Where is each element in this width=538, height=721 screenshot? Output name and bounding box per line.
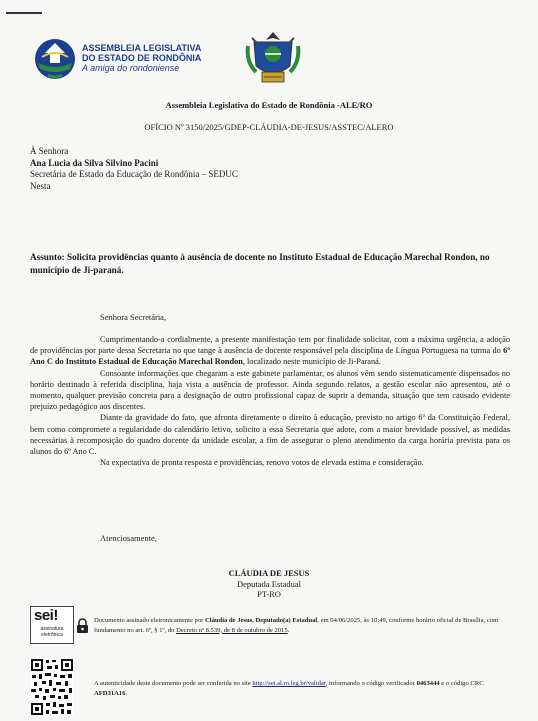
paragraph-1 [30, 334, 510, 368]
signer-title: Deputada Estadual [237, 578, 301, 589]
paragraph-1-bold: 6º Ano C do Instituto Estadual de Educação Marechal Rondon [30, 346, 510, 367]
qr-code-icon[interactable] [30, 658, 74, 716]
sei-logo-sub2: eletrônica [41, 631, 63, 638]
authenticity-notice [94, 679, 514, 698]
ver-text-d: . [125, 689, 128, 697]
sei-logo-subtitle [33, 627, 71, 638]
ver-text-b: , informando o código verificador [325, 680, 417, 687]
ale-logo-line2: DO ESTADO DE RONDÔNIA [82, 53, 202, 63]
paragraph-4: Na expectativa de pronta resposta e providências, renovo votos de elevada estima e consideração. [100, 458, 424, 468]
ale-emblem-icon [30, 35, 80, 83]
sei-logo-sub1: assinatura [40, 626, 64, 632]
addressee-name: Ana Lucia da Silva Silvino Pacini [30, 157, 159, 168]
sig-text-c: . [287, 626, 290, 634]
greeting: Senhora Secretária, [100, 312, 167, 322]
ver-text-a: A autenticidade deste documento pode ser conferida no site [94, 680, 253, 687]
addressee-block [30, 146, 238, 192]
closing: Atenciosamente, [100, 533, 157, 543]
addressee-location: Nesta [30, 180, 51, 191]
addressee-salutation: À Senhora [30, 146, 69, 156]
sig-text-b: , em 04/06/2025, às 10:49, conforme horário oficial de Brasília, com fundamento no art. 6º, § 1º, do [94, 617, 499, 634]
lock-icon [76, 618, 89, 634]
validation-link[interactable]: http://sei.al.ro.leg.br/validar [252, 680, 326, 687]
crc-code: AFD31A16 [94, 689, 126, 697]
rondonia-coat-of-arms-icon [244, 28, 302, 88]
signer-name: CLÁUDIA DE JESUS [228, 568, 310, 578]
signature-block [0, 568, 538, 600]
oficio-number: OFÍCIO Nº 3150/2025/GDEP-CLÁUDIA-DE-JESUS/ASSTEC/ALERO [144, 122, 394, 132]
ale-logo-text [82, 43, 201, 73]
ver-text-c: e o código CRC [439, 680, 484, 687]
ale-logo-line1: ASSEMBLEIA LEGISLATIVA [82, 43, 202, 53]
verification-code: 0463444 [416, 680, 440, 687]
sig-text-a: Documento assinado eletronicamente por [94, 617, 205, 624]
paragraph-1-text-a: Cumprimentando-a cordialmente, a presente manifestação tem por finalidade solicitar, com a máxima urgência, a adoção de providências por parte dessa Secretaria no que tange à ausência de docente responsável pela disciplina de Língua Portuguesa na turma do [30, 335, 510, 356]
institution-title: Assembleia Legislativa do Estado de Rondônia -ALE/RO [165, 100, 373, 110]
electronic-signature-notice [94, 616, 514, 635]
decree-link[interactable]: Decreto nº 8.539, de 8 de outubro de 2015 [176, 626, 288, 634]
paragraph-2: Consoante informações que chegaram a este gabinete parlamentar, os alunos vêm sendo sistematicamente dispensados no horário destinado à referida disciplina, haja vista a ausência de professor. Ainda segundo relatos, a gestão escolar não apresentou, até o momento, qualquer previsão concreta para a designação de outro profissional capaz de suprir a demanda, situação que tem causado evidente prejuízo pedagógico aos discentes. [30, 368, 510, 412]
letter-body [30, 334, 510, 468]
signer-party: PT-RO [257, 589, 281, 599]
paragraph-1-text-b: , localizado neste município de Ji-Paraná. [242, 357, 381, 367]
paragraph-3: Diante da gravidade do fato, que afronta diretamente o direito à educação, previsto no artigo 6º da Constituição Federal, bem como compromete a regularidade do calendário letivo, solicito a essa Secretaria que adote, com a maior brevidade possível, as medidas necessárias à recomposição do quadro docente da unidade escolar, a fim de assegurar o pleno atendimento da carga horária prevista para os alunos do 6º Ano C. [30, 413, 510, 457]
subject-line: Assunto: Solicita providências quanto à ausência de docente no Instituto Estadual de Educação Marechal Rondon, no município de Ji-paraná. [30, 252, 490, 275]
sig-signer: Cláudia de Jesus, Deputado(a) Estadual [204, 617, 318, 624]
ale-logo-tagline: A amiga do rondoniense [82, 63, 180, 73]
sei-logo-word: sei! [34, 607, 58, 624]
scan-mark [6, 12, 42, 14]
sei-logo [30, 606, 74, 644]
addressee-role: Secretária de Estado da Educação de Rondônia – SEDUC [30, 169, 238, 179]
